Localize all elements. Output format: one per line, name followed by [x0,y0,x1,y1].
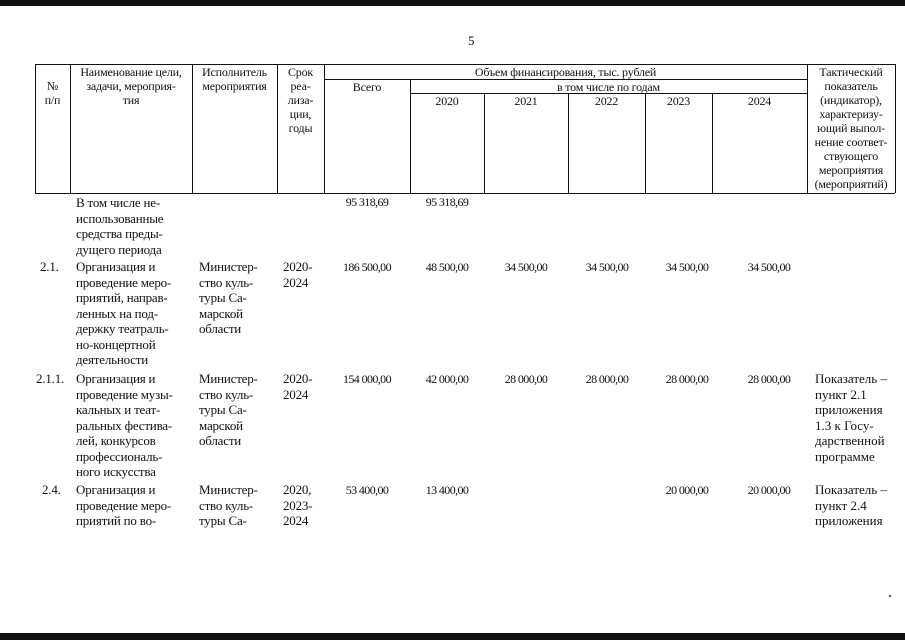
row-value-2020: 48 500,00 [425,260,469,274]
row-number: 2.4. [42,482,61,497]
row-value-2021: 28 000,00 [504,372,548,386]
row-indicator: Показатель – пункт 2.1 приложения 1.3 к Госу- дарственной программе [815,371,887,464]
row-value-2020: 13 400,00 [425,483,469,497]
row-value-2022: 34 500,00 [585,260,629,274]
col-border [484,93,485,193]
row-value-2023: 28 000,00 [665,372,709,386]
header-year-2021: 2021 [514,94,538,108]
header-funding: Объем финансирования, тыс. рублей [474,65,657,79]
header-executor: Исполнитель мероприятия [202,65,267,93]
scan-top-edge [0,0,905,6]
scan-bottom-edge [0,633,905,640]
row-total: 186 500,00 [342,260,391,274]
header-name: Наименование цели, задачи, мероприя- тия [80,65,182,107]
row-total: 154 000,00 [342,372,391,386]
col-border [895,64,896,193]
row-number: 2.1. [40,259,59,274]
row-value-2024: 34 500,00 [747,260,791,274]
row-total: 53 400,00 [345,483,389,497]
header-year-2023: 2023 [666,94,691,108]
col-border [568,93,569,193]
page-number: 5 [468,33,475,48]
row-number: 2.1.1. [36,371,65,386]
header-number: № п/п [44,79,61,107]
row-executor: Министер- ство куль- туры Са- марской области [199,371,258,448]
col-border [712,93,713,193]
row-term: 2020, 2023- 2024 [283,482,313,528]
row-name: Организация и проведение меро- приятий, направ- ленных на под- держку театраль- но-концертной деятельности [76,259,172,367]
col-border [645,93,646,193]
row-executor: Министер- ство куль- туры Са- марской области [199,259,258,336]
row-value-2024: 28 000,00 [747,372,791,386]
row-executor: Министер- ство куль- туры Са- [199,482,258,528]
row-name: Организация и проведение музы- кальных и теат- ральных фестива- лей, конкурсов профессиональ- ного искусства [76,371,173,479]
row-value-2020: 42 000,00 [425,372,469,386]
header-term: Срок реа- лиза- ции, годы [287,65,314,135]
row-term: 2020- 2024 [283,259,313,290]
row-value-2020: 95 318,69 [425,195,469,209]
row-value-2023: 20 000,00 [665,483,709,497]
header-by-years: в том числе по годам [557,80,660,94]
row-name: В том числе не- использованные средства преды- дущего периода [76,195,164,257]
header-total: Всего [352,80,382,94]
row-value-2022: 28 000,00 [585,372,629,386]
row-indicator: Показатель – пункт 2.4 приложения [815,482,887,528]
header-year-2024: 2024 [747,94,772,108]
header-bottom-border [35,193,895,194]
row-total: 95 318,69 [345,195,389,209]
scan-speck [889,595,891,597]
row-value-2021: 34 500,00 [504,260,548,274]
header-year-2022: 2022 [594,94,619,108]
row-value-2023: 34 500,00 [665,260,709,274]
header-year-2020: 2020 [435,94,459,108]
row-value-2024: 20 000,00 [747,483,791,497]
row-name: Организация и проведение меро- приятий по во- [76,482,172,528]
header-indicator: Тактический показатель (индикатор), характеризу- ющий выпол- нение соответ- ствующего мероприятия (мероприятий) [814,65,888,191]
row-term: 2020- 2024 [283,371,313,402]
